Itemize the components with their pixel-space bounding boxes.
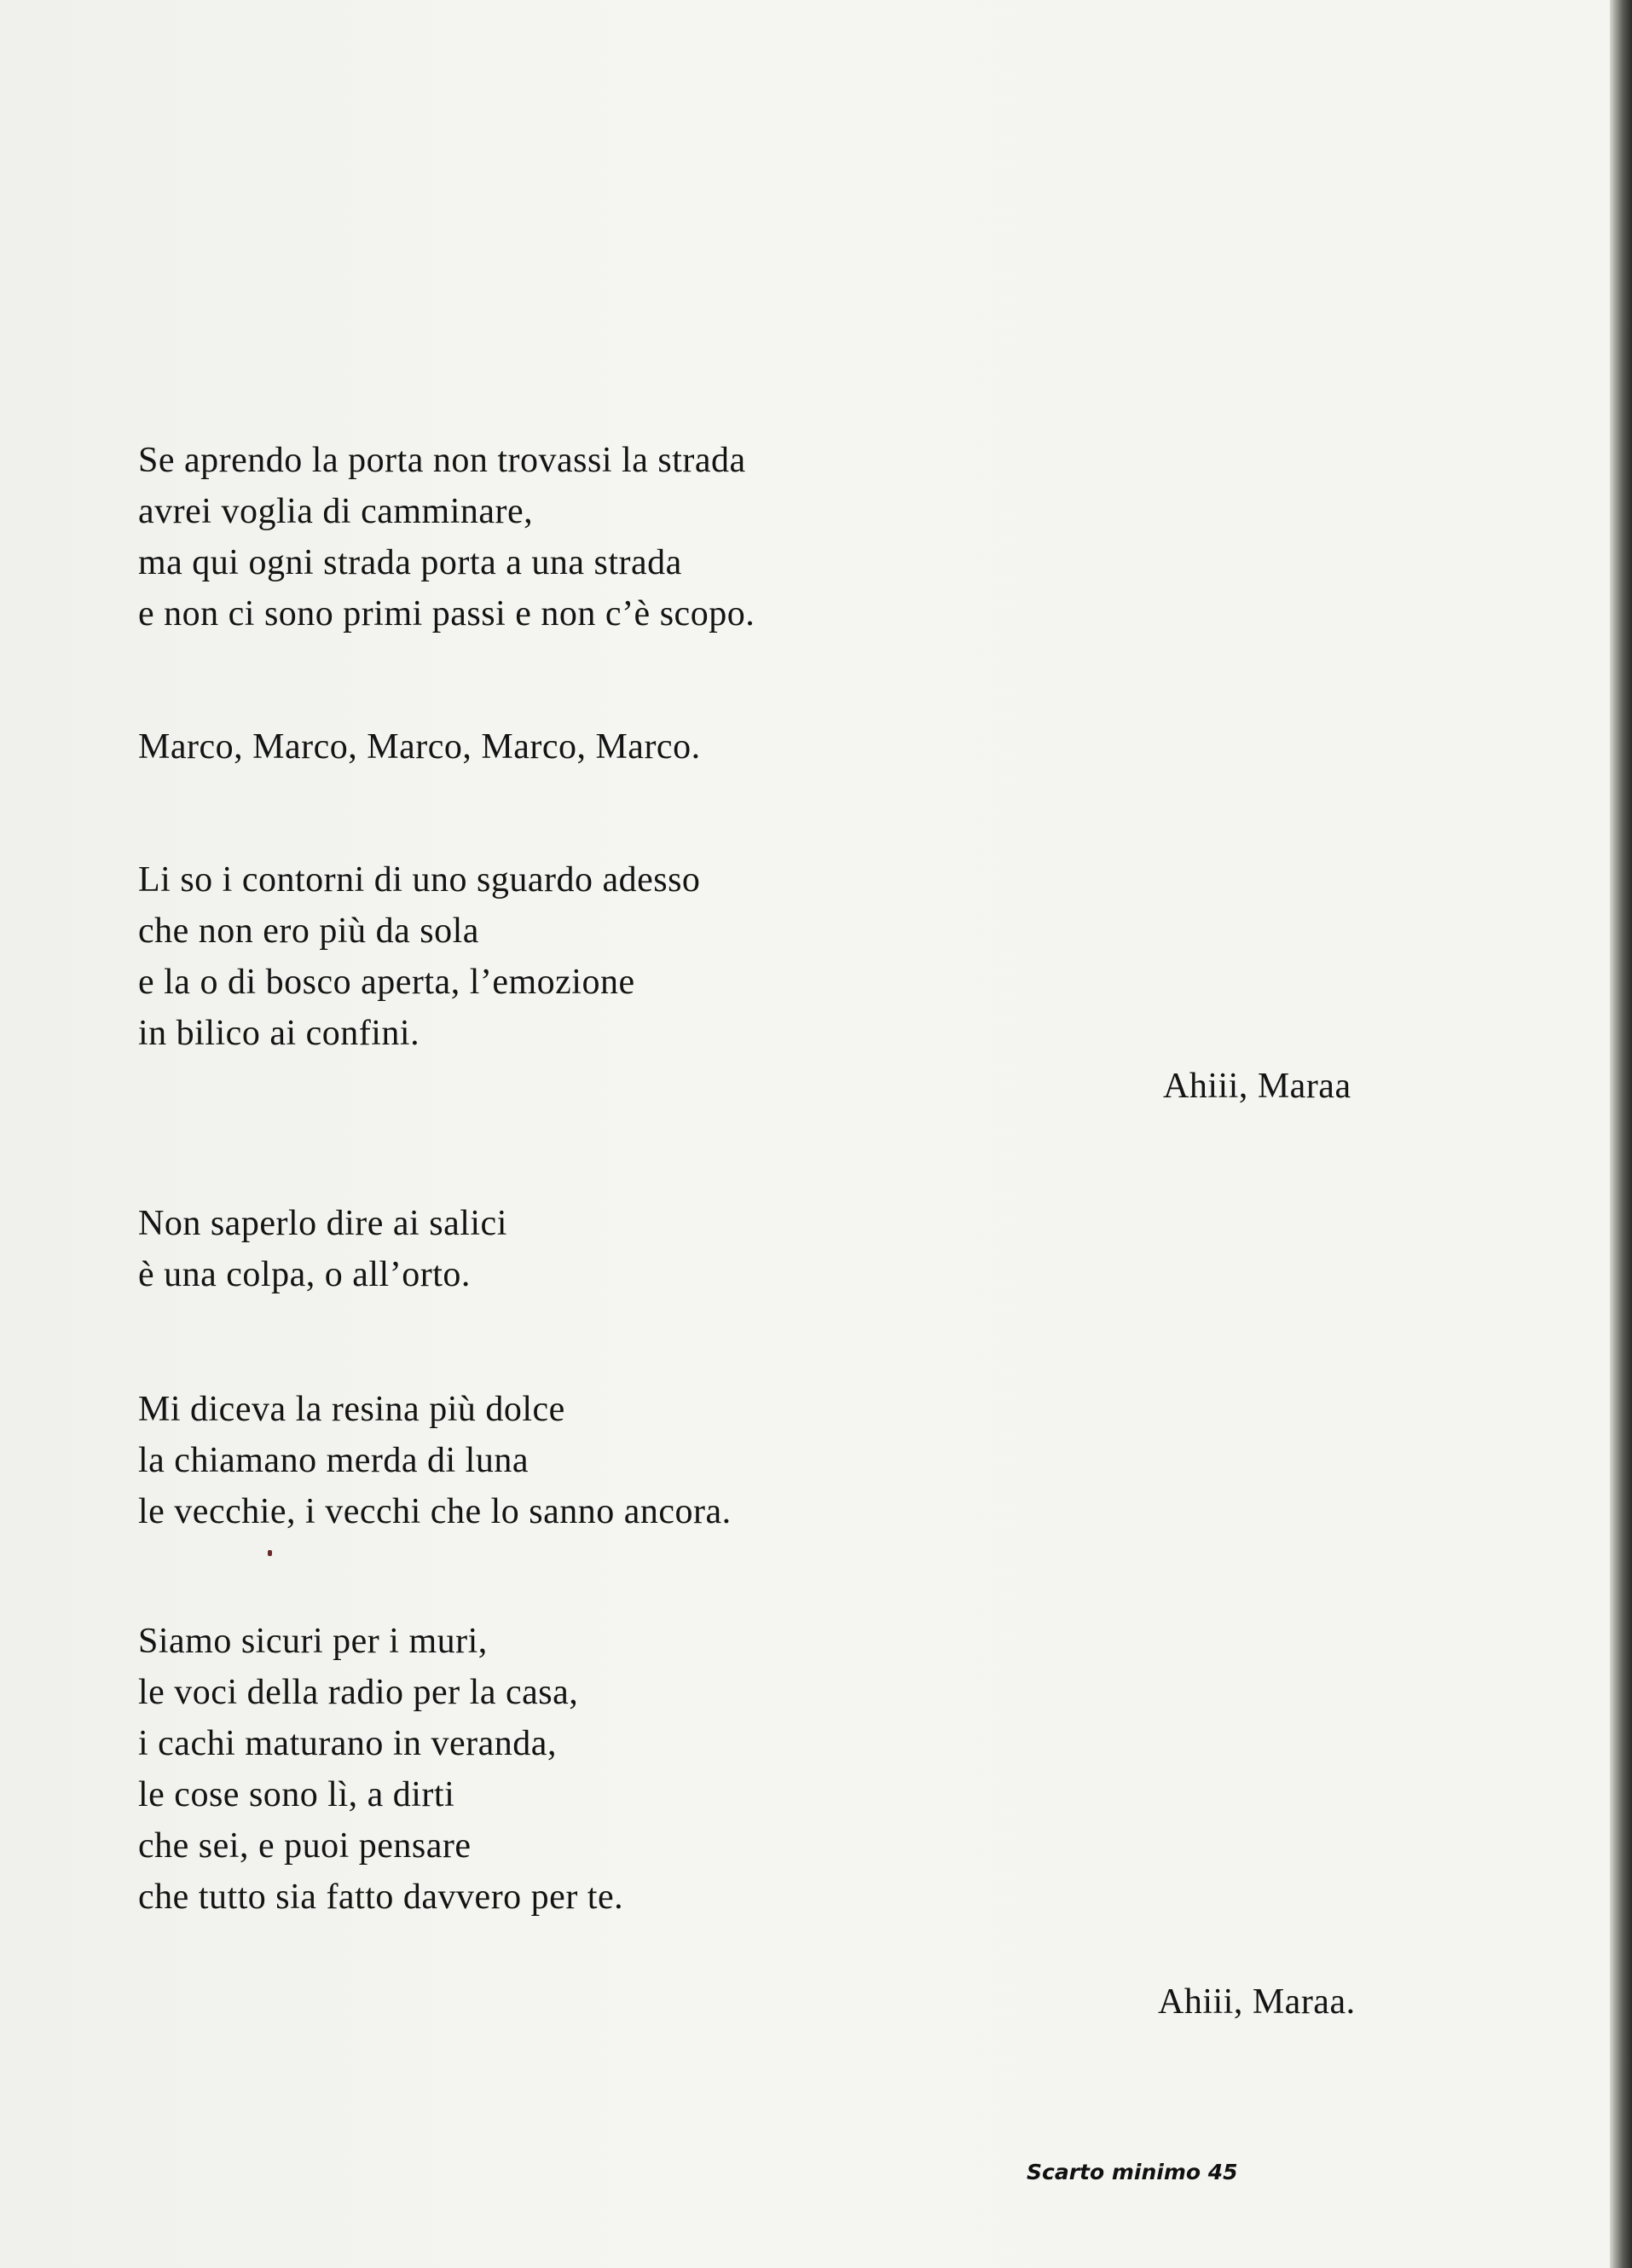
page-footer: Scarto minimo 45 <box>1027 2160 1238 2184</box>
ink-speck <box>268 1550 272 1556</box>
poem-line: le voci della radio per la casa, <box>138 1673 579 1712</box>
poem-line: e la o di bosco aperta, l’emozione <box>138 963 635 1002</box>
poem-line: e non ci sono primi passi e non c’è scopo. <box>138 594 755 634</box>
poem-line: le cose sono lì, a dirti <box>138 1775 455 1814</box>
poem-line: avrei voglia di camminare, <box>138 492 534 531</box>
poem-line: la chiamano merda di luna <box>138 1441 529 1480</box>
poem-line: è una colpa, o all’orto. <box>138 1255 471 1294</box>
refrain-second: Ahiii, Maraa. <box>1158 1982 1356 2022</box>
poem-line: ma qui ogni strada porta a una strada <box>138 543 682 582</box>
poem-line: Mi diceva la resina più dolce <box>138 1390 565 1429</box>
poem-line: in bilico ai confini. <box>138 1014 420 1053</box>
poem-line: che non ero più da sola <box>138 911 479 951</box>
poem-line: Marco, Marco, Marco, Marco, Marco. <box>138 727 701 767</box>
stanza-3 <box>138 854 700 1059</box>
poem-line: Non saperlo dire ai salici <box>138 1204 507 1243</box>
poem-line: Li so i contorni di uno sguardo adesso <box>138 860 701 900</box>
stanza-1 <box>138 435 755 639</box>
page-edge-shadow <box>1610 0 1632 2268</box>
poem-line: i cachi maturano in veranda, <box>138 1724 557 1763</box>
stanza-5 <box>138 1384 732 1537</box>
refrain-first: Ahiii, Maraa <box>1163 1067 1351 1106</box>
poem-line: che sei, e puoi pensare <box>138 1826 472 1866</box>
poem-line: che tutto sia fatto davvero per te. <box>138 1877 624 1917</box>
stanza-6 <box>138 1616 623 1923</box>
poem-line: Siamo sicuri per i muri, <box>138 1622 488 1661</box>
stanza-2 <box>138 721 701 772</box>
stanza-4 <box>138 1198 507 1300</box>
poem-line: Se aprendo la porta non trovassi la strada <box>138 441 746 480</box>
poem-line: le vecchie, i vecchi che lo sanno ancora. <box>138 1492 732 1531</box>
